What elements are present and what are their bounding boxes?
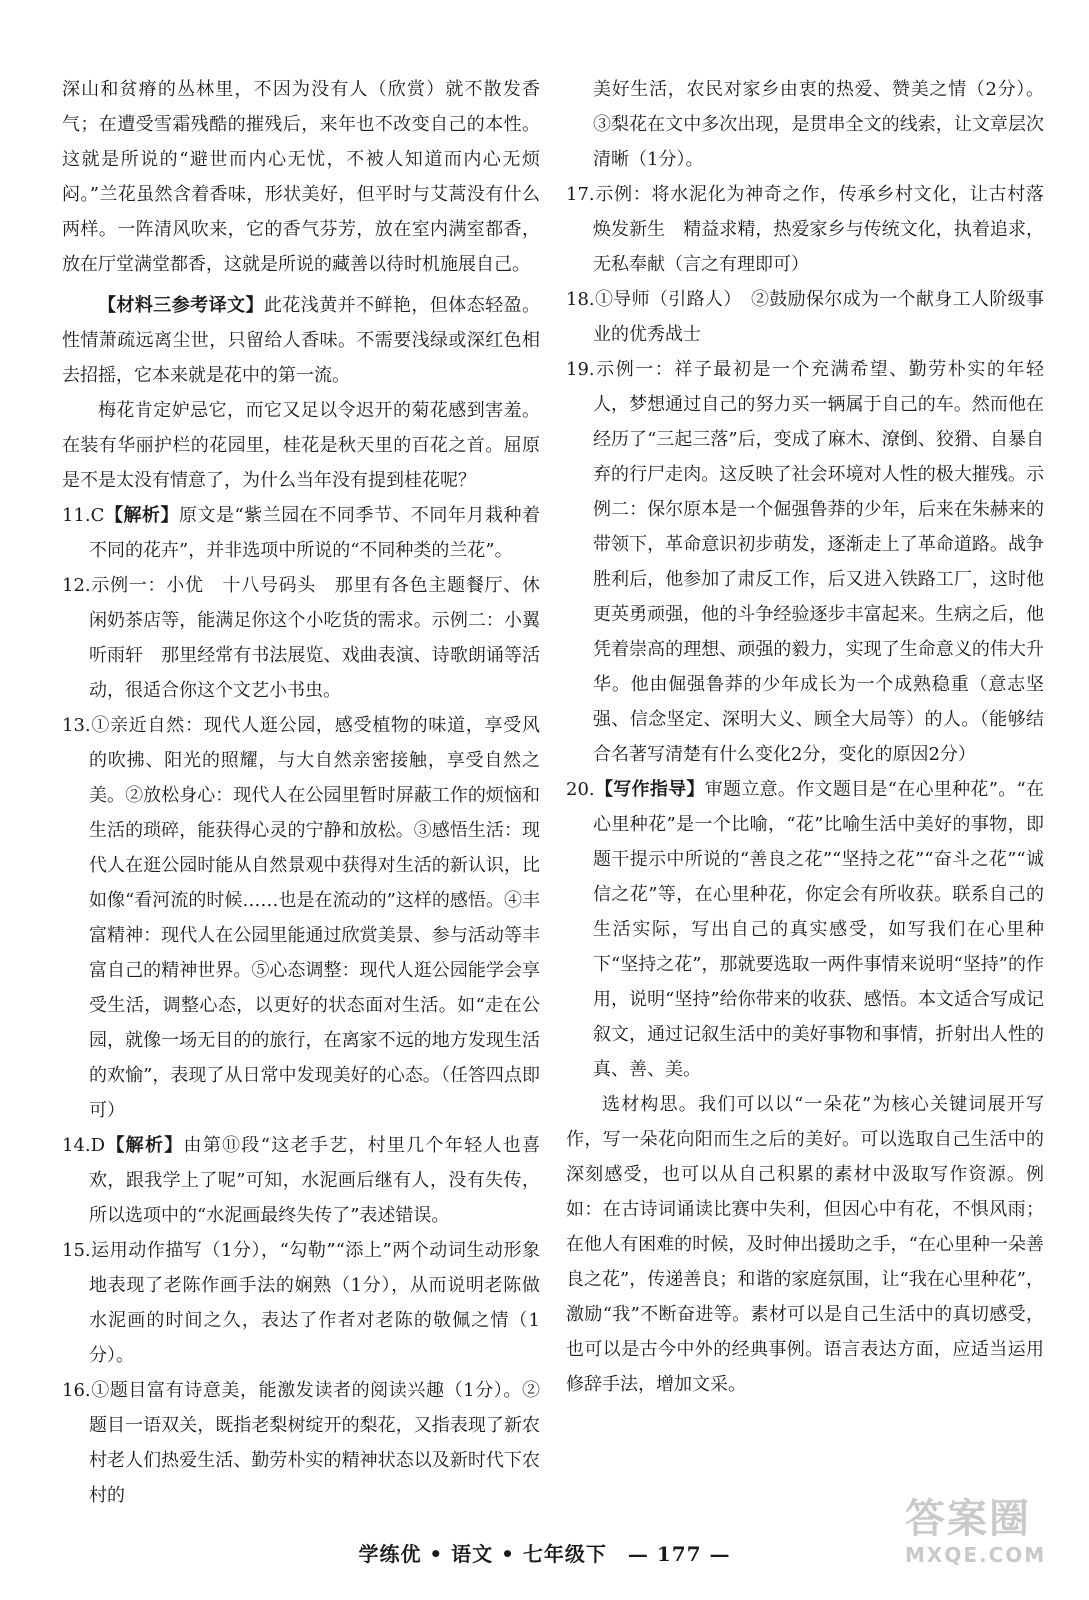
paragraph bbox=[566, 282, 1044, 352]
right-column bbox=[566, 72, 1044, 1402]
question-number: 13. bbox=[62, 715, 91, 736]
paragraph bbox=[566, 72, 1044, 177]
section-label: 【解析】 bbox=[105, 1135, 184, 1156]
question-number: 11.C bbox=[62, 505, 105, 526]
paragraph-text: 原文是“紫兰园在不同季节、不同年月栽种着不同的花卉”，并非选项中所说的“不同种类的兰花”。 bbox=[89, 505, 541, 561]
paragraph bbox=[566, 772, 1044, 1087]
question-number: 19. bbox=[566, 359, 595, 380]
paragraph-text: 此花浅黄并不鲜艳，但体态轻盈。性情萧疏远离尘世，只留给人香味。不需要浅绿或深红色相去招摇，它本来就是花中的第一流。 bbox=[62, 295, 541, 386]
paragraph-text: 示例一：小优 十八号码头 那里有各色主题餐厅、休闲奶茶店等，能满足你这个小吃货的需求。示例二：小翼 听雨轩 那里经常有书法展览、戏曲表演、诗歌朗诵等活动，很适合你这个文艺小书虫。 bbox=[89, 575, 558, 701]
paragraph bbox=[62, 1373, 540, 1513]
question-number: 20. bbox=[566, 779, 595, 800]
paragraph-text: 示例一：祥子最初是一个充满希望、勤劳朴实的年轻人，梦想通过自己的努力买一辆属于自己的车。然而他在经历了“三起三落”后，变成了麻木、潦倒、狡猾、自暴自弃的行尸走肉。这反映了社会环境对人性的极大摧残。示例二：保尔原本是一个倔强鲁莽的少年，后来在朱赫来的带领下，革命意识初步萌发，逐渐走上了革命道路。战争胜利后，他参加了肃反工作，后又进入铁路工厂，这时他更英勇顽强，他的斗争经验逐步丰富起来。生病之后，他凭着崇高的理想、顽强的毅力，实现了生命意义的伟大升华。他由倔强鲁莽的少年成长为一个成熟稳重（意志坚强、信念坚定、深明大义、顾全大局等）的人。（能够结合名著写清楚有什么变化2分，变化的原因2分） bbox=[593, 359, 1044, 765]
paragraph-text: 示例：将水泥化为神奇之作，传承乡村文化，让古村落焕发新生 精益求精，热爱家乡与传统文化，执着追求，无私奉献（言之有理即可） bbox=[593, 184, 1044, 275]
paragraph bbox=[62, 708, 540, 1128]
question-number: 15. bbox=[62, 1240, 91, 1261]
paragraph bbox=[62, 1128, 540, 1233]
paragraph bbox=[566, 1087, 1044, 1402]
paragraph-text: 深山和贫瘠的丛林里，不因为没有人（欣赏）就不散发香气；在遭受雪霜残酷的摧残后，来年也不改变自己的本性。这就是所说的“避世而内心无忧，不被人知道而内心无烦闷。”兰花虽然含着香味，形状美好，但平时与艾蒿没有什么两样。一阵清风吹来，它的香气芬芳，放在室内满室都香，放在厅堂满堂都香，这就是所说的藏善以待时机施展自己。 bbox=[62, 79, 540, 275]
paragraph bbox=[62, 1233, 540, 1373]
paragraph bbox=[62, 568, 558, 708]
question-number: 12. bbox=[62, 575, 91, 596]
question-number: 17. bbox=[566, 184, 595, 205]
section-label: 【解析】 bbox=[104, 505, 179, 526]
watermark-text: 答案圈 bbox=[905, 1496, 1031, 1542]
paragraph-text: 梅花肯定妒忌它，而它又足以令迟开的菊花感到害羞。在装有华丽护栏的花园里，桂花是秋天里的百花之首。屈原是不是太没有情意了，为什么当年没有提到桂花呢？ bbox=[62, 400, 540, 491]
left-column bbox=[62, 72, 558, 1513]
paragraph bbox=[566, 352, 1044, 772]
paragraph bbox=[62, 72, 540, 282]
section-label: 【材料三参考译文】 bbox=[98, 295, 264, 316]
question-number: 16. bbox=[62, 1380, 91, 1401]
question-number: 14.D bbox=[62, 1135, 106, 1156]
paragraph bbox=[62, 288, 540, 393]
question-number: 18. bbox=[566, 289, 595, 310]
page-footer: 学练优 • 语文 • 七年级下 — 177 — bbox=[358, 1542, 731, 1566]
section-label: 【写作指导】 bbox=[594, 779, 705, 800]
paragraph-text: ①亲近自然：现代人逛公园，感受植物的味道，享受风的吹拂、阳光的照耀，与大自然亲密接触，享受自然之美。②放松身心：现代人在公园里暂时屏蔽工作的烦恼和生活的琐碎，能获得心灵的宁静和放松。③感悟生活：现代人在逛公园时能从自然景观中获得对生活的新认识，比如像“看河流的时候……也是在流动的”这样的感悟。④丰富精神：现代人在公园里能通过欣赏美景、参与活动等丰富自己的精神世界。⑤心态调整：现代人逛公园能学会享受生活，调整心态，以更好的状态面对生活。如“走在公园，就像一场无目的的旅行，在离家不远的地方发现生活的欢愉”，表现了从日常中发现美好的心态。（任答四点即可） bbox=[89, 715, 540, 1121]
paragraph-text: 审题立意。作文题目是“在心里种花”。“在心里种花”是一个比喻，“花”比喻生活中美好的事物，即题干提示中所说的“善良之花”“坚持之花”“奋斗之花”“诚信之花”等，在心里种花，你定会有所收获。联系自己的生活实际，写出自己的真实感受，如写我们在心里种下“坚持之花”，那就要选取一两件事情来说明“坚持”的作用，说明“坚持”给你带来的收获、感悟。本文适合写成记叙文，通过记叙生活中的美好事物和事情，折射出人性的真、善、美。 bbox=[593, 779, 1045, 1080]
paragraph-text: 选材构思。我们可以以“一朵花”为核心关键词展开写作，写一朵花向阳而生之后的美好。可以选取自己生活中的深刻感受，也可以从自己积累的素材中汲取写作资源。例如：在古诗词诵读比赛中失利，但因心中有花，不惧风雨；在他人有困难的时候，及时伸出援助之手，“在心里种一朵善良之花”，传递善良；和谐的家庭氛围，让“我在心里种花”，激励“我”不断奋进等。素材可以是自己生活中的真切感受，也可以是古今中外的经典事例。语言表达方面，应适当运用修辞手法，增加文采。 bbox=[566, 1094, 1044, 1395]
paragraph-text: ①导师（引路人） ②鼓励保尔成为一个献身工人阶级事业的优秀战士 bbox=[593, 289, 1044, 345]
paragraph bbox=[62, 393, 540, 498]
paragraph-text: 运用动作描写（1分），“勾勒”“添上”两个动词生动形象地表现了老陈作画手法的娴熟（1分），从而说明老陈做水泥画的时间之久，表达了作者对老陈的敬佩之情（1分）。 bbox=[89, 1240, 540, 1366]
paragraph bbox=[566, 177, 1044, 282]
watermark-url: MXQE.COM bbox=[905, 1543, 1047, 1567]
paragraph bbox=[62, 498, 540, 568]
paragraph-text: 由第⑪段“这老手艺，村里几个年轻人也喜欢，跟我学上了呢”可知，水泥画后继有人，没有失传，所以选项中的“水泥画最终失传了”表述错误。 bbox=[89, 1135, 541, 1226]
paragraph-text: 美好生活，农民对家乡由衷的热爱、赞美之情（2分）。③梨花在文中多次出现，是贯串全文的线索，让文章层次清晰（1分）。 bbox=[593, 79, 1044, 170]
paragraph-text: ①题目富有诗意美，能激发读者的阅读兴趣（1分）。②题目一语双关，既指老梨树绽开的梨花，又指表现了新农村老人们热爱生活、勤劳朴实的精神状态以及新时代下农村的 bbox=[89, 1380, 540, 1506]
watermark-logo bbox=[905, 1495, 1055, 1580]
